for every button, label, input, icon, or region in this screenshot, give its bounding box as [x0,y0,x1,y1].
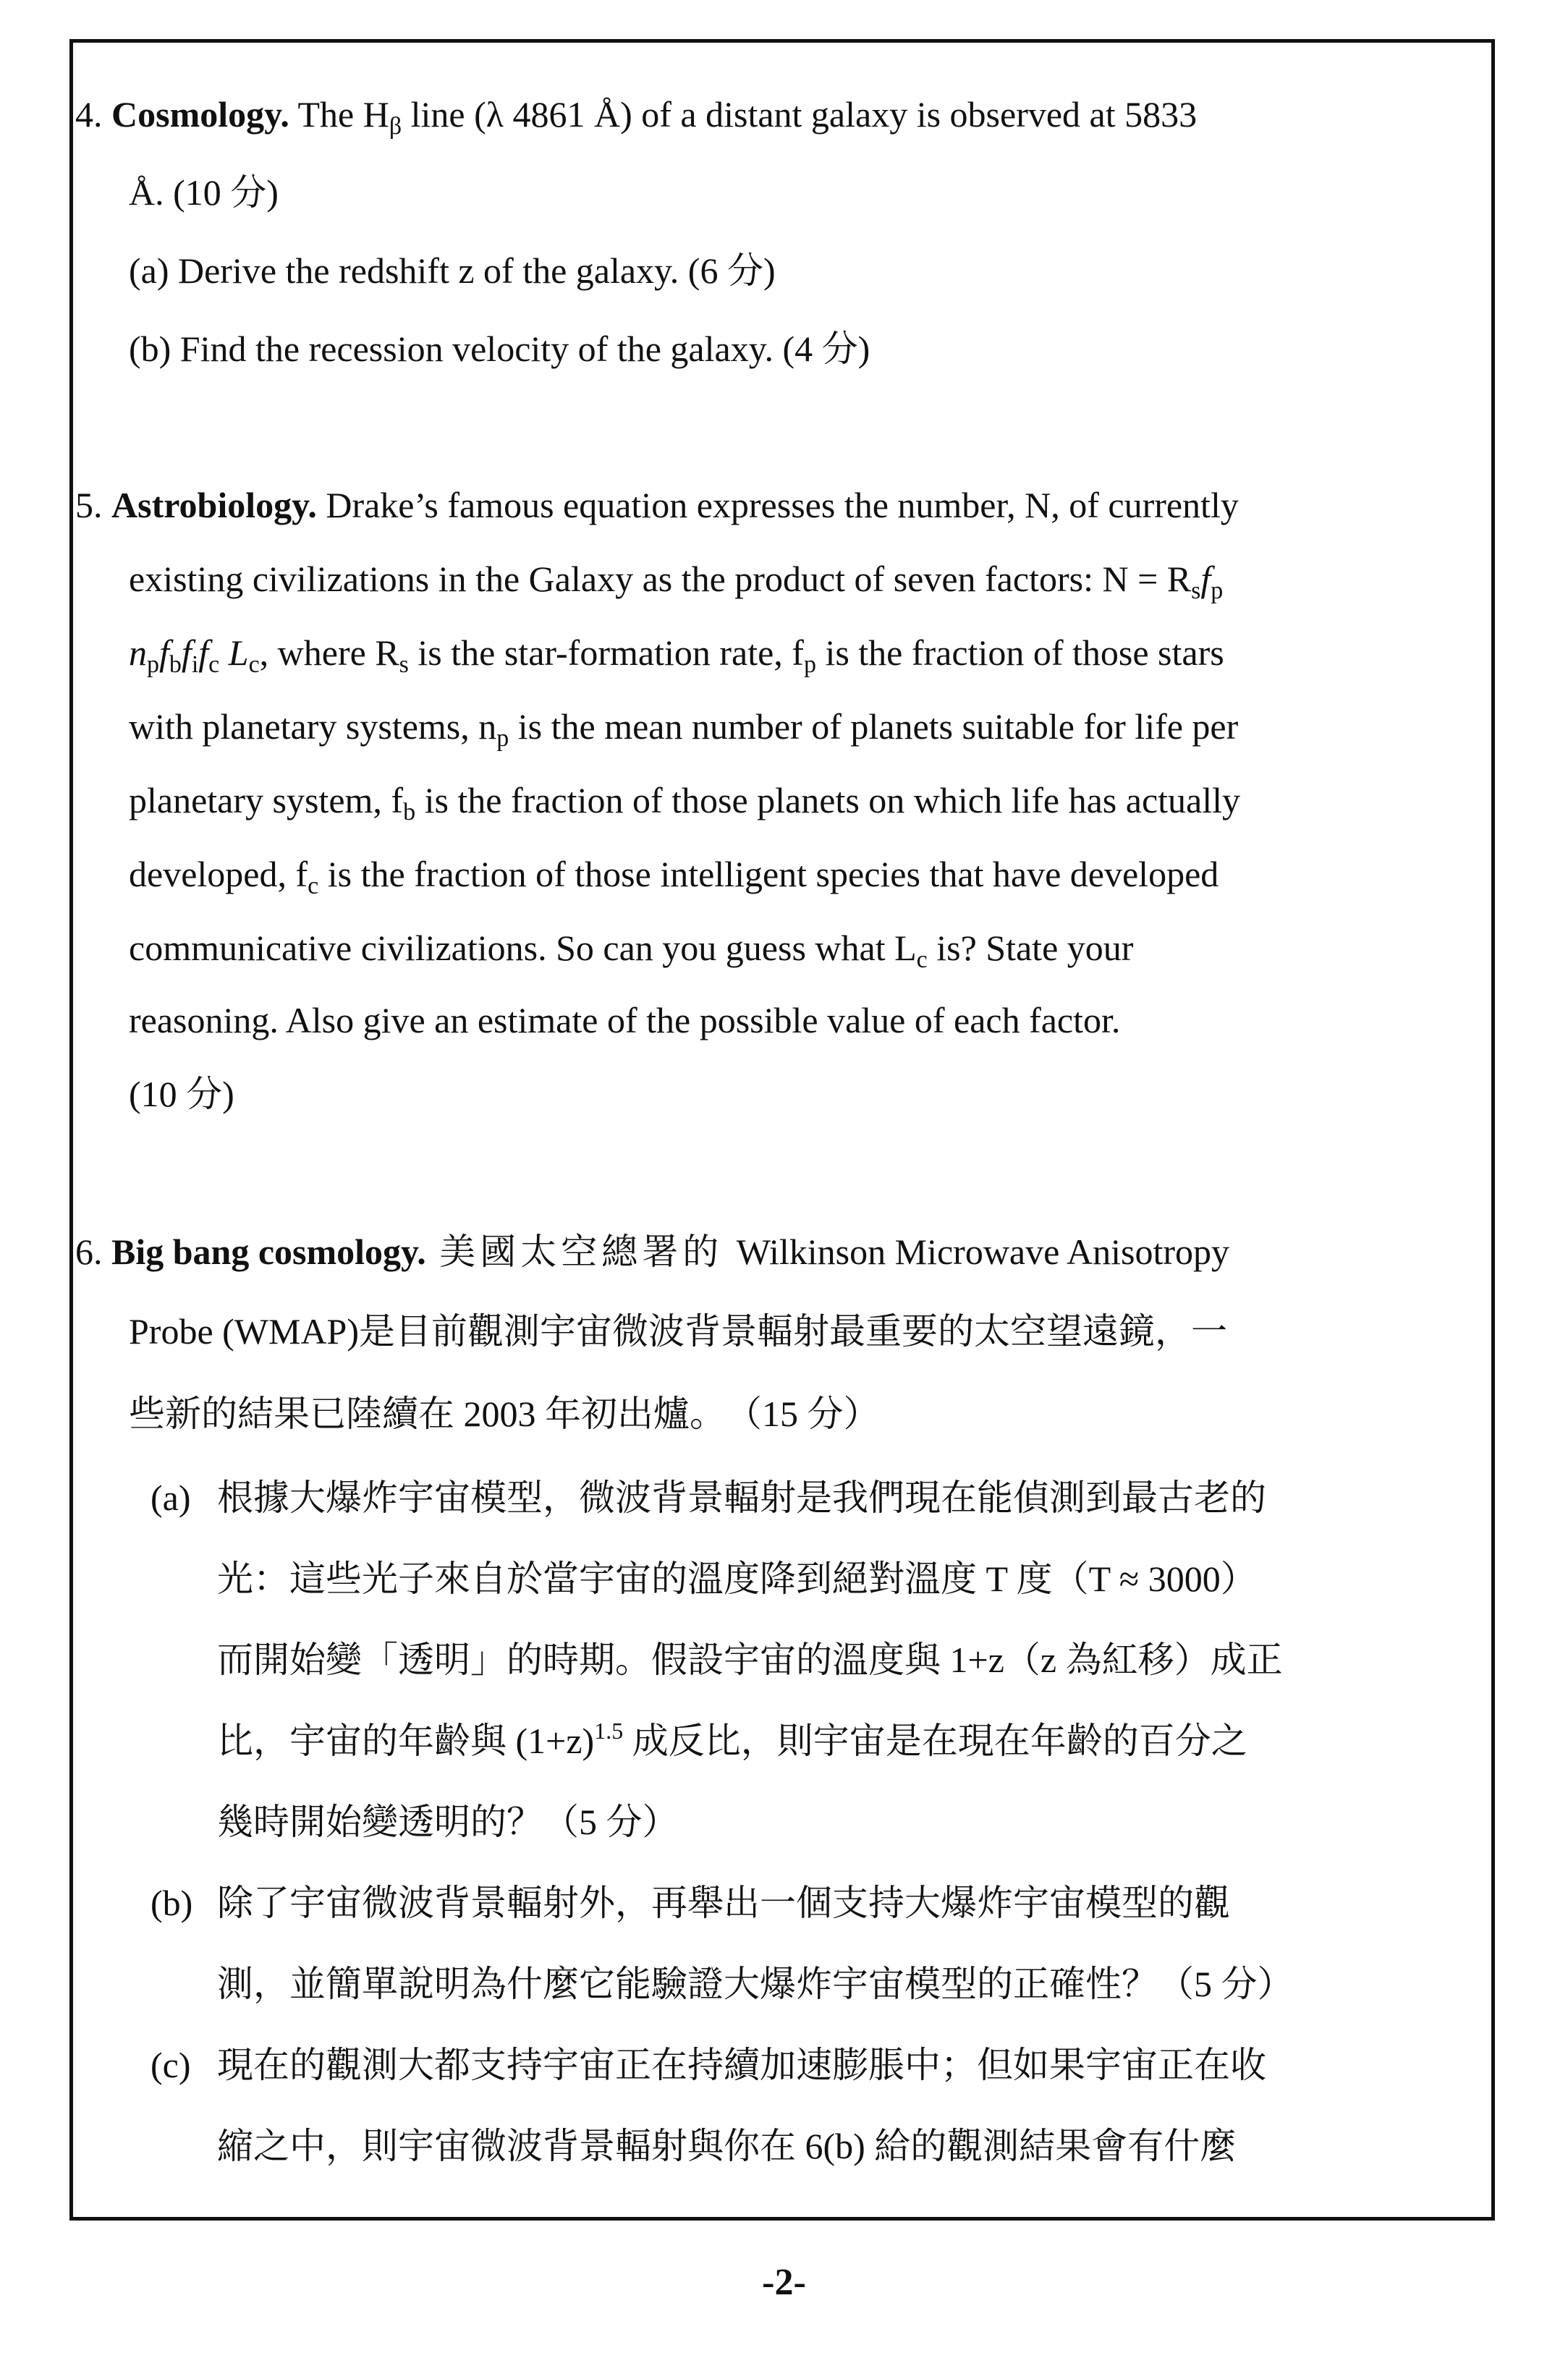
q6-number: 6. [75,1231,103,1272]
q4-line-2: Å. (10 分) [129,172,279,213]
q5-line-7: communicative civilizations. So can you guess what $L_c$ is? State your [129,928,1134,973]
q6a-line-3: 而開始變「透明」的時期。假設宇宙的溫度與 1+z（z 為紅移）成正 [217,1640,1283,1680]
q6a-label: (a) [151,1477,191,1518]
q5-line-9: (10 分) [129,1074,234,1114]
q5-line-6: developed, $f_c$ is the fraction of those intelligent species that have developed [129,854,1219,899]
q5-line-1: 5. Astrobiology. Drake’s famous equation expresses the number, N, of currently [75,485,1239,525]
q6c-label: (c) [151,2045,191,2085]
q5-line-5: planetary system, $f_b$ is the fraction of those planets on which life has actually [129,780,1241,826]
q6a-line-1: 根據大爆炸宇宙模型，微波背景輻射是我們現在能偵測到最古老的 [217,1477,1266,1518]
page-number: -2- [762,2262,806,2303]
q5-line-8: reasoning. Also give an estimate of the possible value of each factor. [129,1000,1121,1040]
q6c-line-2: 縮之中，則宇宙微波背景輻射與你在 6(b) 給的觀測結果會有什麼 [217,2126,1237,2166]
q6b-line-2: 測，並簡單說明為什麼它能驗證大爆炸宇宙模型的正確性？（5 分） [217,1964,1294,2004]
q6a-line-2: 光：這些光子來自於當宇宙的溫度降到絕對溫度 T 度（T ≈ 3000） [217,1559,1257,1599]
q6b-line-1: 除了宇宙微波背景輻射外，再舉出一個支持大爆炸宇宙模型的觀 [217,1883,1230,1923]
q5-title: Astrobiology. [111,485,317,525]
q6-title: Big bang cosmology. [111,1231,426,1272]
q4-part-b: (b) Find the recession velocity of the galaxy. (4 分) [129,328,870,369]
q6b-label: (b) [151,1883,193,1923]
q4-title: Cosmology. [111,94,289,135]
q6a-line-5: 幾時開始變透明的？（5 分） [217,1802,679,1842]
q6c-line-1: 現在的觀測大都支持宇宙正在持續加速膨脹中；但如果宇宙正在收 [217,2045,1266,2085]
q4-part-a: (a) Derive the redshift z of the galaxy. (6 分) [129,250,776,291]
q4-number: 4. [75,94,103,135]
q5-line-4: with planetary systems, $n_p$ is the mean number of planets suitable for life per [129,706,1239,752]
q4-line-1: 4. Cosmology. The $H_\beta$ line (λ 4861 Å) of a distant galaxy is observed at 5833 [75,94,1198,140]
q5-line-3: $n_pf_bf_if_c$ $L_c$, where $R_s$ is the star-formation rate, $f_p$ is the fraction of those stars [129,632,1224,678]
q6-line-3: 些新的結果已陸續在 2003 年初出爐。 （15 分） [129,1394,880,1434]
q6a-line-4: 比，宇宙的年齡與 $(1+z)^{1.5}$ 成反比，則宇宙是在現在年齡的百分之 [217,1718,1247,1761]
q6-line-2: Probe (WMAP)是目前觀測宇宙微波背景輻射最重要的太空望遠鏡，一 [129,1311,1228,1352]
q5-line-2: existing civilizations in the Galaxy as the product of seven factors: $N = R_sf_p$ [129,559,1224,604]
q5-number: 5. [75,485,103,525]
q6-line-1: 6. Big bang cosmology. 美國太空總署的 Wilkinson Microwave Anisotropy [75,1231,1230,1272]
